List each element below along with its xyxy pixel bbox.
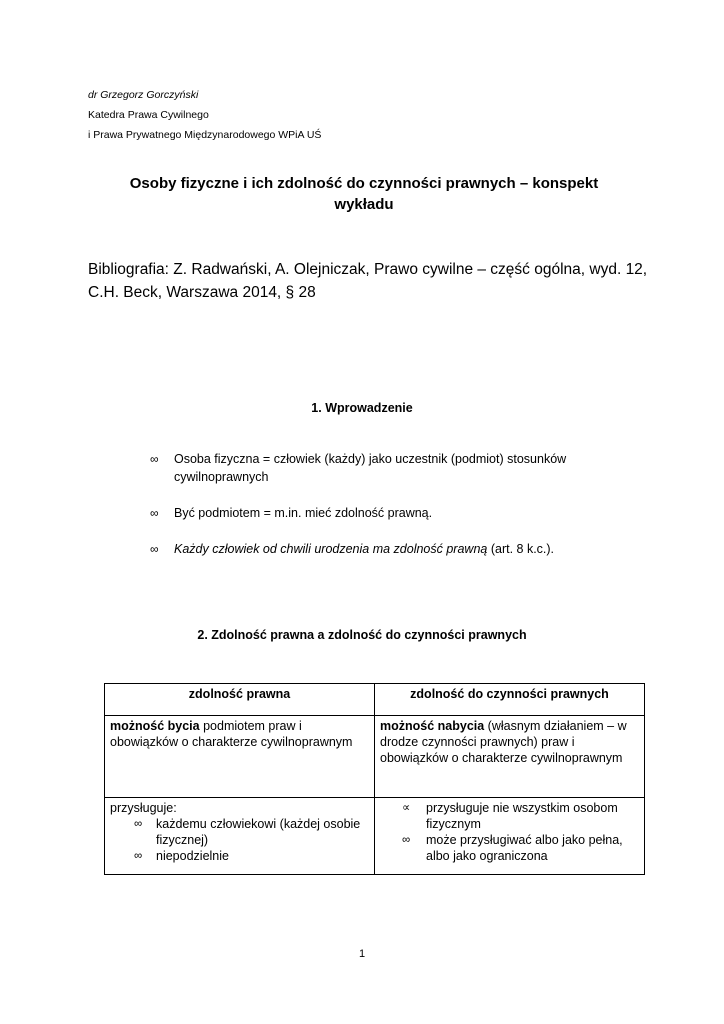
table-cell <box>105 716 375 798</box>
bullet-citation: (art. 8 k.c.). <box>487 542 555 556</box>
cell-bullet-list <box>380 800 639 864</box>
list-item-text: przysługuje nie wszystkim osobom fizycznym <box>426 801 618 831</box>
list-item-text: każdemu człowiekowi (każdej osobie fizycznej) <box>156 817 361 847</box>
table-cell <box>375 716 645 798</box>
author-name: dr Grzegorz Gorczyński <box>88 89 199 101</box>
table-header-row <box>105 684 645 716</box>
comparison-table <box>104 683 645 875</box>
bullet-text: Osoba fizyczna = człowiek (każdy) jako uczestnik (podmiot) stosunków cywilnoprawnych <box>174 452 567 484</box>
bullet-text: Być podmiotem = m.in. mieć zdolność prawną. <box>174 506 433 520</box>
page-number: 1 <box>358 948 366 960</box>
title-line-1: Osoby fizyczne i ich zdolność do czynności prawnych – konspekt <box>129 175 599 192</box>
list-item-text: niepodzielnie <box>156 849 229 863</box>
cell-text: (własnym działaniem – w drodze czynności prawnych) praw i obowiązków o charakterze cywilnoprawnym <box>380 719 627 765</box>
infinity-bullet-icon: ∞ <box>150 452 159 466</box>
bullet-item <box>150 450 630 486</box>
bullet-italic-text: Każdy człowiek od chwili urodzenia ma zdolność prawną <box>174 542 488 556</box>
department-line-1: Katedra Prawa Cywilnego <box>88 109 209 121</box>
infinity-bullet-icon: ∞ <box>134 818 143 830</box>
column-header-capacity-for-acts: zdolność do czynności prawnych <box>375 684 645 716</box>
cell-bullet-list <box>110 816 369 864</box>
bullet-item <box>150 540 630 558</box>
list-item <box>110 816 369 848</box>
list-item <box>380 832 639 864</box>
infinity-bullet-icon: ∞ <box>150 506 159 520</box>
cell-text: podmiotem praw i obowiązków o charakterze cywilnoprawnym <box>110 719 353 749</box>
column-header-legal-capacity: zdolność prawna <box>105 684 375 716</box>
proportional-bullet-icon: ∝ <box>402 802 411 814</box>
section-2-heading: 2. Zdolność prawna a zdolność do czynności prawnych <box>197 628 527 642</box>
bibliography: Bibliografia: Z. Radwański, A. Olejniczak, Prawo cywilne – część ogólna, wyd. 12, C.H. Beck, Warszawa 2014, § 28 <box>88 261 648 301</box>
bullet-item <box>150 504 630 522</box>
bullet-text <box>174 542 554 556</box>
list-item <box>380 800 639 832</box>
list-item-text: może przysługiwać albo jako pełna, albo jako ograniczona <box>426 833 623 863</box>
author-block <box>88 85 321 145</box>
cell-intro: przysługuje: <box>110 801 177 815</box>
document-title <box>100 173 628 215</box>
section-1-heading: 1. Wprowadzenie <box>311 401 413 415</box>
table-row <box>105 798 645 875</box>
title-line-2: wykładu <box>334 196 394 213</box>
department-line-2: i Prawa Prywatnego Międzynarodowego WPiA UŚ <box>88 129 322 141</box>
cell-bold-text: możność nabycia <box>380 719 485 733</box>
infinity-bullet-icon: ∞ <box>150 542 159 556</box>
table-cell <box>375 798 645 875</box>
cell-bold-text: możność bycia <box>110 719 200 733</box>
section-1-bullet-list <box>150 450 630 576</box>
table-cell <box>105 798 375 875</box>
table-row <box>105 716 645 798</box>
infinity-bullet-icon: ∞ <box>134 850 143 862</box>
list-item <box>110 848 369 864</box>
infinity-bullet-icon: ∞ <box>402 834 411 846</box>
